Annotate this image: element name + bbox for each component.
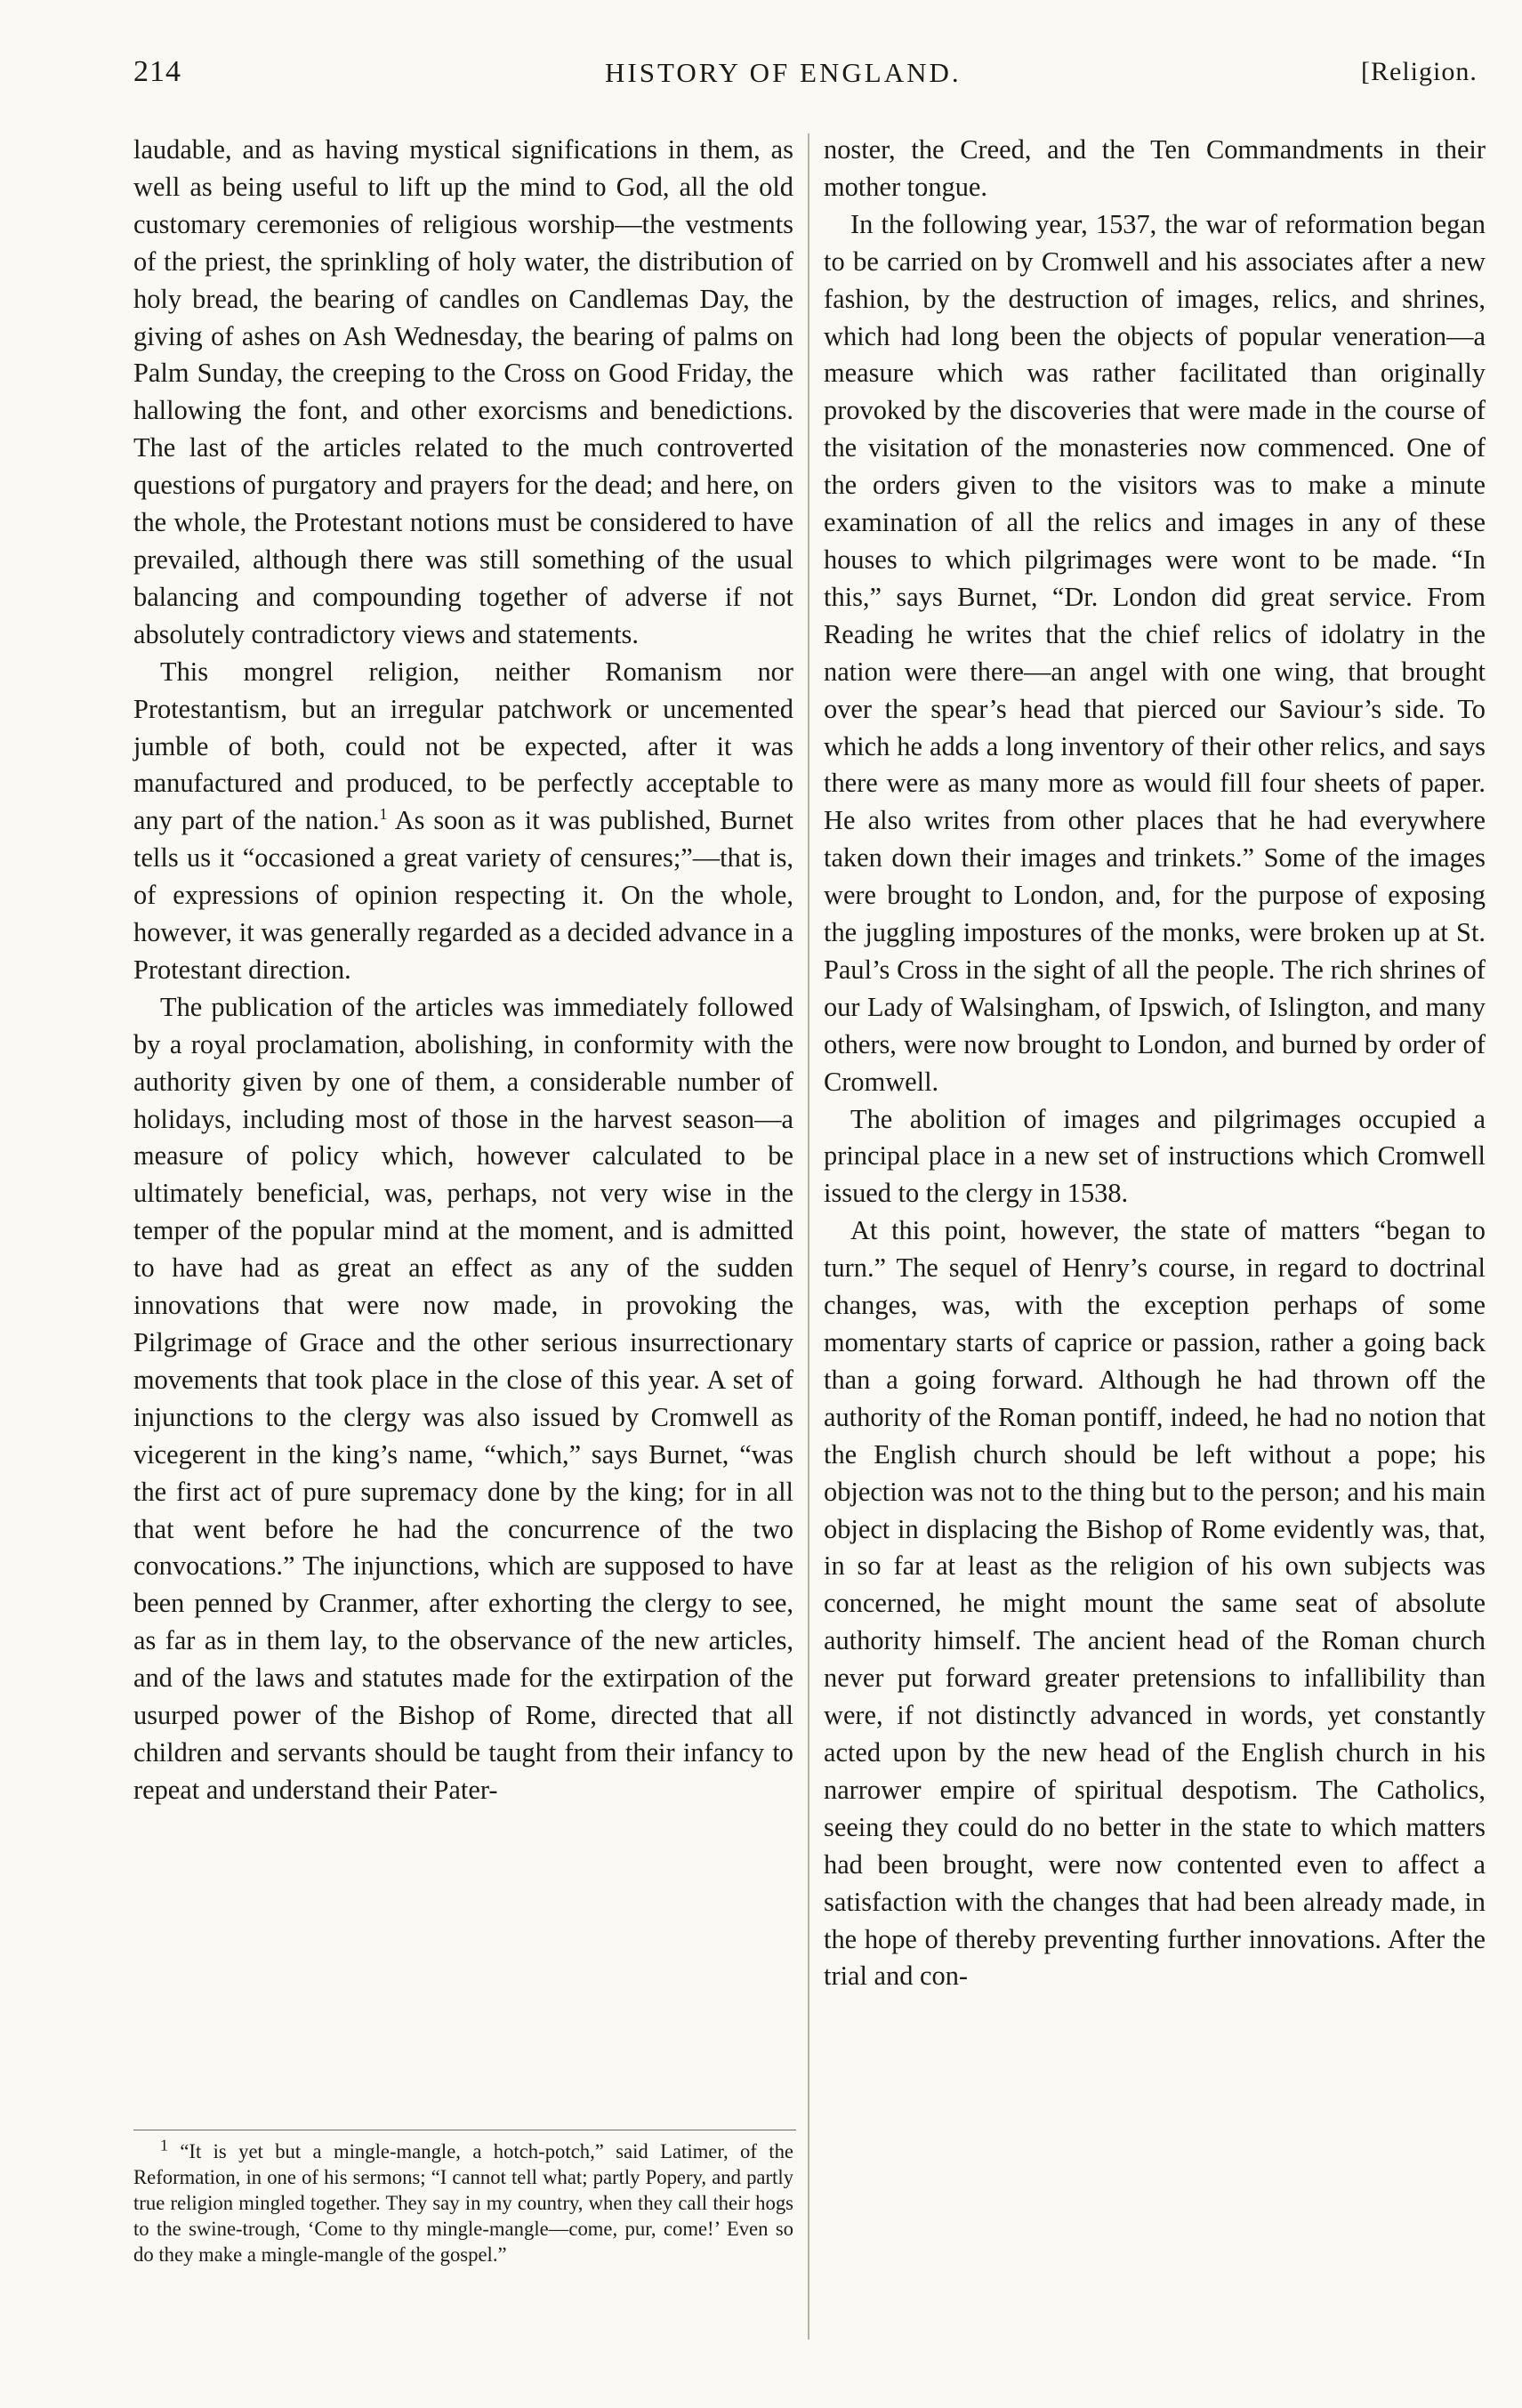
left-paragraph-2-text-b: As soon as it was published, Burnet tells us it “occasioned a great variety of censures;”—that is, of expressions of opinion respecting it. On the whole, however, it was generally regarded as a decided advance in a Protestant direction. <box>133 805 793 985</box>
left-paragraph-2 <box>133 654 793 989</box>
right-paragraph-2: In the following year, 1537, the war of reformation began to be carried on by Cromwell and his associates after a new fashion, by the destruction of images, relics, and shrines, which had long been the objects of popular veneration—a measure which was rather facilitated than originally provoked by the discoveries that were made in the course of the visitation of the monasteries now commenced. One of the orders given to the visitors was to make a minute examination of all the relics and images in any of these houses to which pilgrimages were wont to be made. “In this,” says Burnet, “Dr. London did great service. From Reading he writes that the chief relics of idolatry in the nation were there—an angel with one wing, that brought over the spear’s head that pierced our Saviour’s side. To which he adds a long inventory of their other relics, and says there were as many more as would fill four sheets of paper. He also writes from other places that he had everywhere taken down their images and trinkets.” Some of the images were brought to London, and, for the purpose of exposing the juggling impostures of the monks, were broken up at St. Paul’s Cross in the sight of all the people. The rich shrines of our Lady of Walsingham, of Ipswich, of Islington, and many others, were now brought to London, and burned by order of Cromwell. <box>824 208 1486 1097</box>
right-paragraph-1: noster, the Creed, and the Ten Commandments in their mother tongue. <box>824 134 1486 202</box>
left-paragraph-1: laudable, and as having mystical significations in them, as well as being useful to lift up the mind to God, all the old customary ceremonies of religious worship—the vestments of the priest, the sprinkling of holy water, the distribution of holy bread, the bearing of candles on Candlemas Day, the giving of ashes on Ash Wednesday, the bearing of palms on Palm Sunday, the creeping to the Cross on Good Friday, the hallowing the font, and other exorcisms and benedictions. The last of the articles related to the much controverted questions of purgatory and prayers for the dead; and here, on the whole, the Protestant notions must be considered to have prevailed, although there was still something of the usual balancing and compounding together of adverse if not absolutely contradictory views and statements. <box>133 134 793 649</box>
left-paragraph-3: The publication of the articles was immediately followed by a royal proclamation, abolishing, in conformity with the authority given by one of them, a considerable number of holidays, including most of those in the harvest season—a measure of policy which, however calculated to be ultimately beneficial, was, perhaps, not very wise in the temper of the popular mind at the moment, and is admitted to have had as great an effect as any of the sudden innovations that were now made, in provoking the Pilgrimage of Grace and the other serious insurrectionary movements that took place in the close of this year. A set of injunctions to the clergy was also issued by Cromwell as vicegerent in the king’s name, “which,” says Burnet, “was the first act of pure supremacy done by the king; for in all that went before he had the concurrence of the two convocations.” The injunctions, which are supposed to have been penned by Cranmer, after exhorting the clergy to see, as far as in them lay, to the observance of the new articles, and of the laws and statutes made for the extirpation of the usurped power of the Bishop of Rome, directed that all children and servants should be taught from their infancy to repeat and understand their Pater- <box>133 991 793 1805</box>
right-paragraph-3: The abolition of images and pilgrimages occupied a principal place in a new set of instructions which Cromwell issued to the clergy in 1538. <box>824 1103 1486 1209</box>
column-divider <box>808 133 809 2340</box>
page-number: 214 <box>133 55 181 88</box>
footnote <box>133 2138 793 2267</box>
footnote-marker: 1 <box>160 2136 168 2154</box>
footnote-text: “It is yet but a mingle-mangle, a hotch-potch,” said Latimer, of the Reformation, in one of his sermons; “I cannot tell what; partly Popery, and partly true religion mingled together. They say in my country, when they call their hogs to the swine-trough, ‘Come to thy mingle-mangle—come, pur, come!’ Even so do they make a mingle-mangle of the gospel.” <box>133 2140 793 2266</box>
right-paragraph-4: At this point, however, the state of matters “began to turn.” The sequel of Henry’s course, in regard to doctrinal changes, was, with the exception perhaps of some momentary starts of caprice or passion, rather a going back than a going forward. Although he had thrown off the authority of the Roman pontiff, indeed, he had no notion that the English church should be left without a pope; his objection was not to the thing but to the person; and his main object in displacing the Bishop of Rome evidently was, that, in so far at least as the religion of his own subjects was concerned, he might mount the same seat of absolute authority himself. The ancient head of the Roman church never put forward greater pretensions to infallibility than were, if not distinctly advanced in words, yet constantly acted upon by the new head of the English church in his narrower empire of spiritual despotism. The Catholics, seeing they could do no better in the state to which matters had been brought, were now contented even to affect a satisfaction with the changes that had been already made, in the hope of thereby preventing further innovations. After the trial and con- <box>824 1215 1486 1992</box>
section-tag: [Religion. <box>1361 57 1478 86</box>
right-column <box>824 132 1486 1995</box>
footnote-reference: 1 <box>379 805 388 824</box>
page-header <box>133 55 1521 109</box>
left-column <box>133 132 793 1809</box>
left-paragraph-2-text-a: This mongrel religion, neither Romanism nor Protestantism, but an irregular patchwork or uncemented jumble of both, could not be expected, after it was manufactured and produced, to be perfectly acceptable to any part of the nation. <box>133 656 793 836</box>
running-head: HISTORY OF ENGLAND. <box>605 57 962 88</box>
